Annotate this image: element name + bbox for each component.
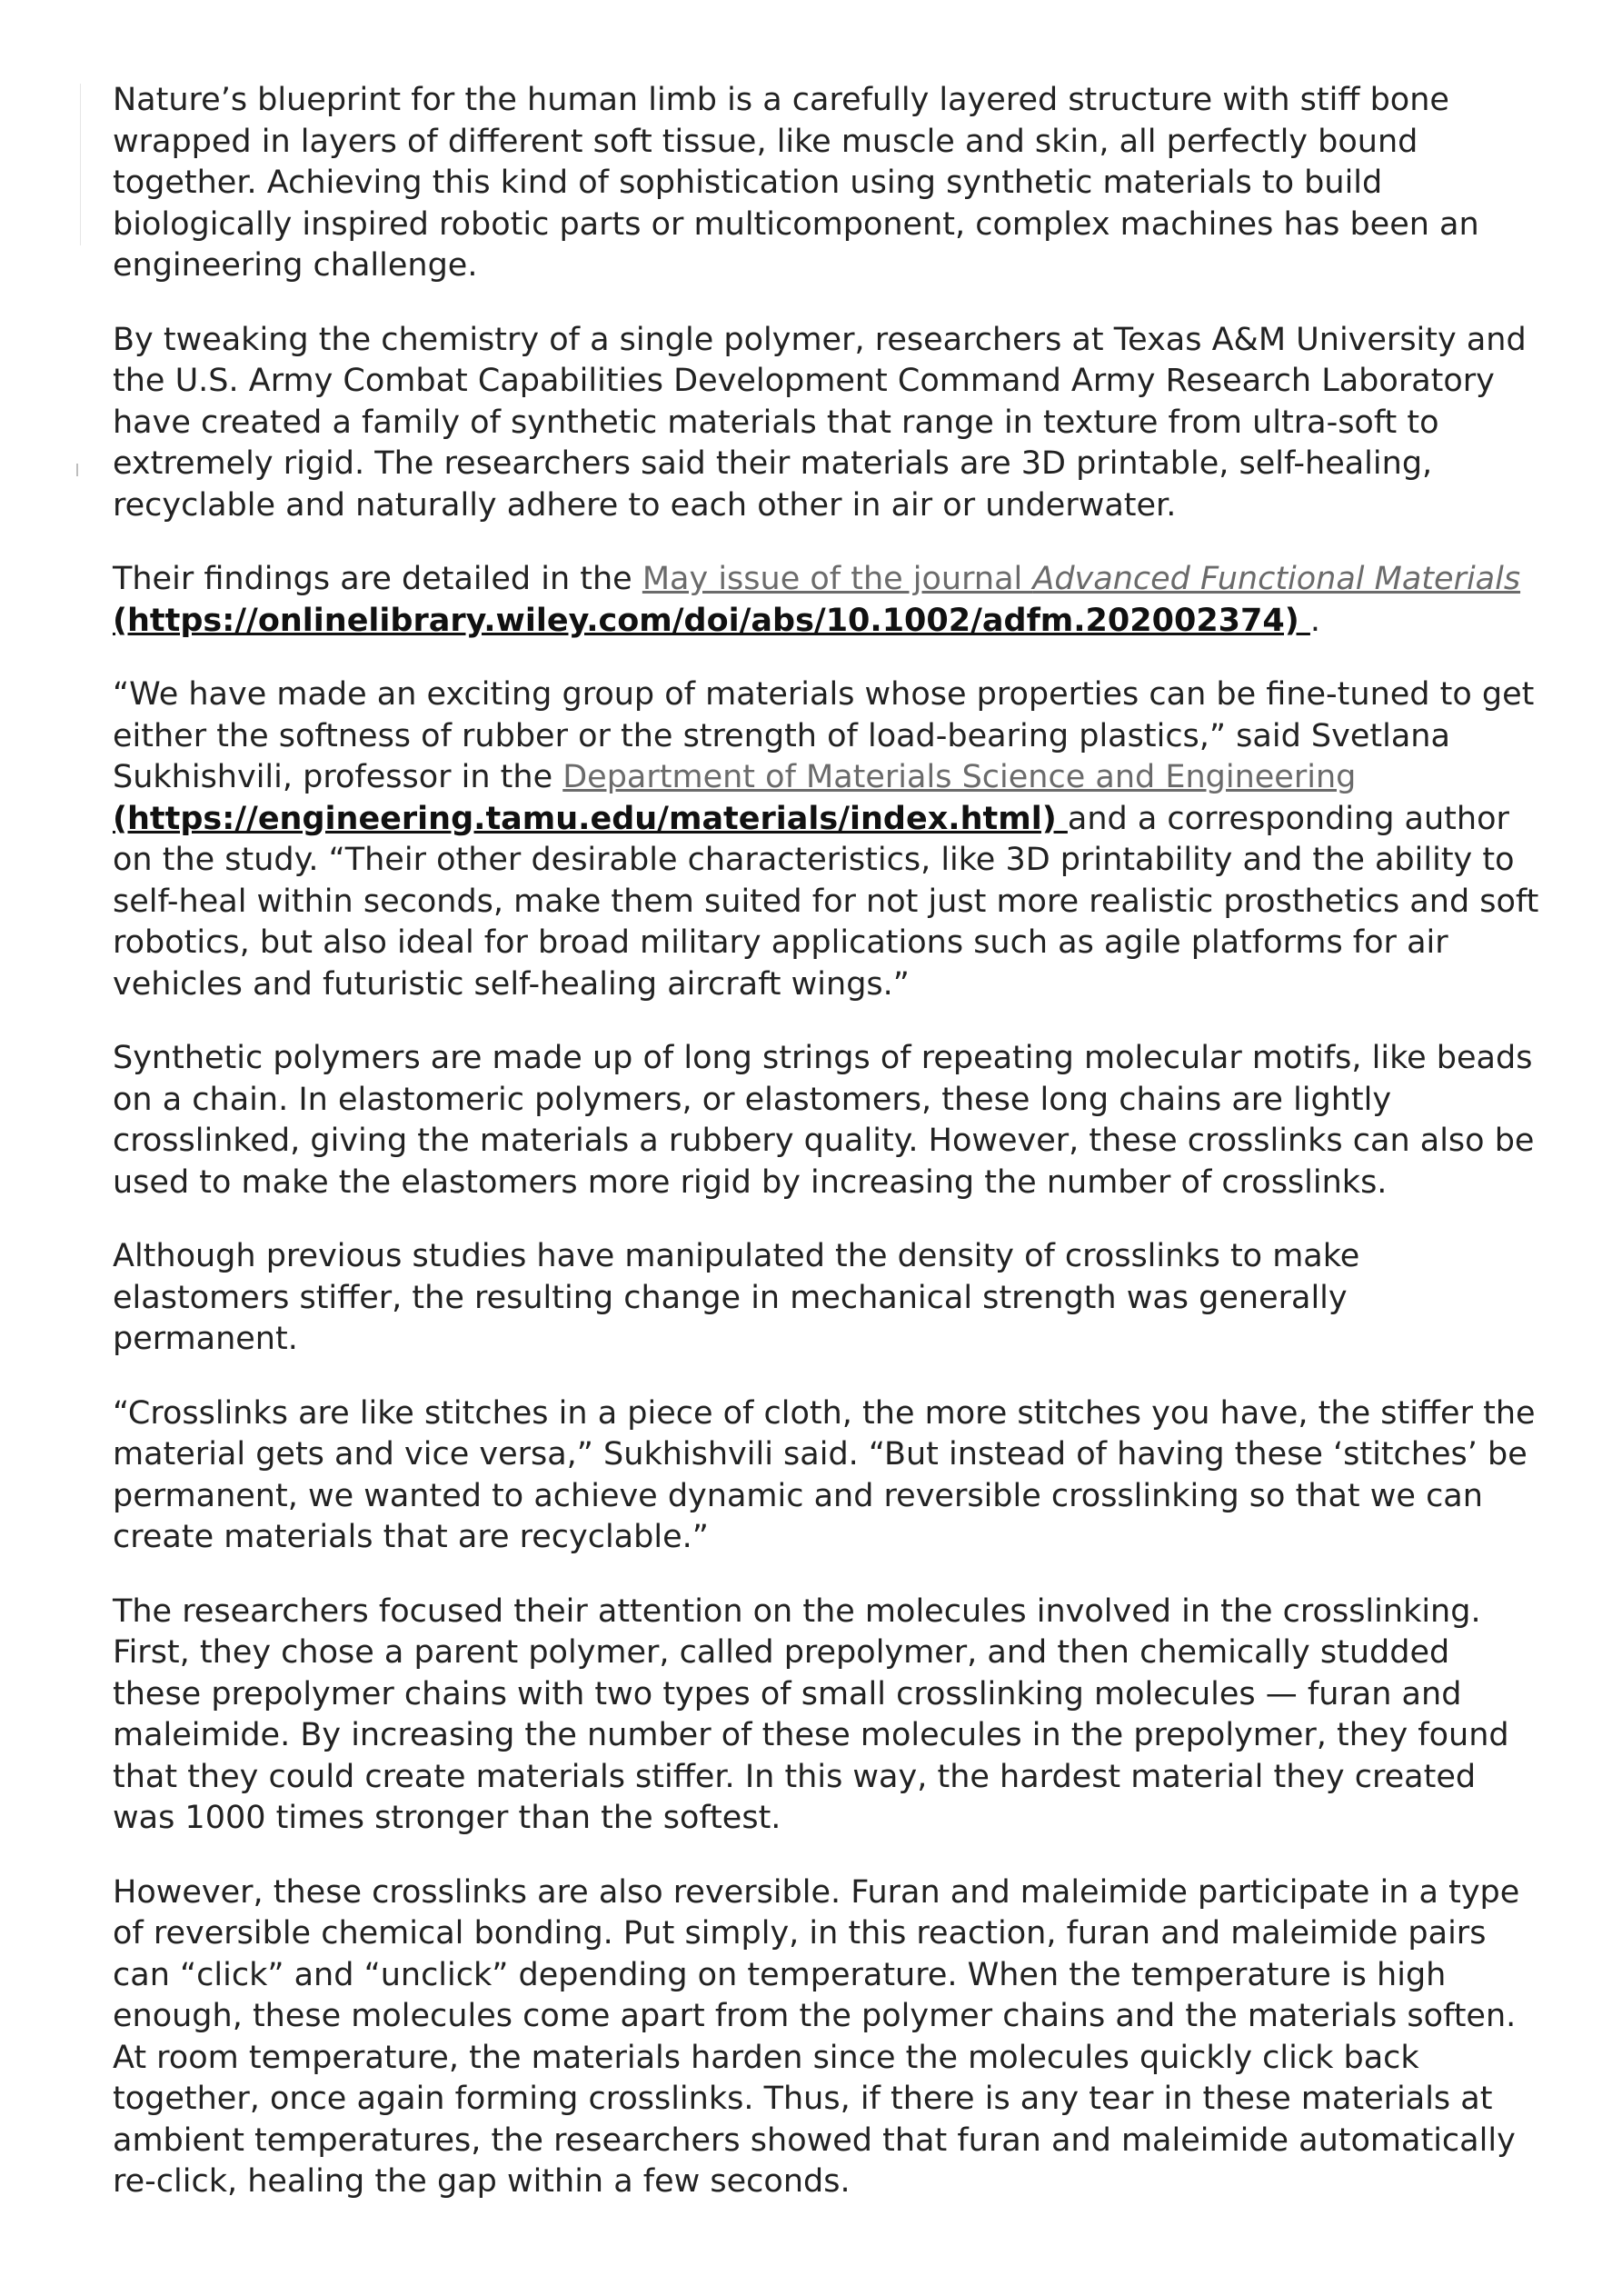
paragraph-findings	[113, 559, 1539, 642]
findings-text: Their findings are detailed in the	[113, 561, 642, 597]
paragraph-reversible: However, these crosslinks are also reversible. Furan and maleimide participate in a type of reversible chemical bonding. Put simply, in this reaction, furan and maleimide pairs can “click” and “unclick” depending on temperature. When the temperature is high enough, these molecules come apart from the polymer chains and the materials soften. At room temperature, the materials harden since the molecules quickly click back together, once again forming crosslinks. Thus, if there is any tear in these materials at ambient temperatures, the researchers showed that furan and maleimide automatically re-click, healing the gap within a few seconds.	[113, 1873, 1520, 2200]
paragraph-intro: Nature’s blueprint for the human limb is a carefully layered structure with stiff bone wrapped in layers of different soft tissue, like muscle and skin, all perfectly bound together. Achieving this kind of sophistication using synthetic materials to build biologically inspired robotic parts or multicomponent, complex machines has been an engineering challenge.	[113, 82, 1479, 284]
paragraph-crosslinks-quote: “Crosslinks are like stitches in a piece of cloth, the more stitches you have, the stiffer the material gets and vice versa,” Sukhishvili said. “But instead of having these ‘stitches’ be permanent, we wanted to achieve dynamic and reversible crosslinking so that we can create materials that are recyclable.”	[113, 1394, 1536, 1555]
article-body	[113, 80, 1539, 2236]
paragraph-previous-studies: Although previous studies have manipulated the density of crosslinks to make elastomers stiffer, the resulting change in mechanical strength was generally permanent.	[113, 1238, 1360, 1357]
margin-rule	[80, 84, 81, 245]
paragraph-molecules: The researchers focused their attention on the molecules involved in the crosslinking. First, they chose a parent polymer, called prepolymer, and then chemically studded these prepolymer chains with two types of small crosslinking molecules — furan and maleimide. By increasing the number of these molecules in the prepolymer, they found that they could create materials stiffer. In this way, the hardest material they created was 1000 times stronger than the softest.	[113, 1592, 1509, 1836]
paragraph-polymers: Synthetic polymers are made up of long strings of repeating molecular motifs, like beads on a chain. In elastomeric polymers, or elastomers, these long chains are lightly crosslinked, giving the materials a rubbery quality. However, these crosslinks can also be used to make the elastomers more rigid by increasing the number of crosslinks.	[113, 1040, 1535, 1201]
journal-url-link[interactable]: (https://onlinelibrary.wiley.com/doi/abs/10.1002/adfm.202002374)	[113, 602, 1310, 639]
findings-period: .	[1309, 602, 1321, 639]
journal-name: Advanced Functional Materials	[1032, 561, 1521, 597]
department-link[interactable]: Department of Materials Science and Engineering	[562, 759, 1357, 795]
department-url-link[interactable]: (https://engineering.tamu.edu/materials/index.html)	[113, 800, 1068, 837]
paragraph-quote-sukhishvili	[113, 674, 1539, 1005]
margin-mark	[76, 464, 78, 476]
quote-text-continued: and a corresponding author on the study. “Their other desirable characteristics, like 3D printability and the ability to self-heal within seconds, make them suited for not just more realistic prosthetics and soft robotics, but also ideal for broad military applications such as agile platforms for air vehicles and futuristic self-healing aircraft wings.”	[113, 800, 1539, 1003]
journal-link-text: May issue of the journal	[642, 561, 1033, 597]
journal-link[interactable]	[642, 561, 1520, 597]
quote-text: “We have made an exciting group of materials whose properties can be fine-tuned to get either the softness of rubber or the strength of load-bearing plastics,” said Svetlana Sukhishvili, professor in the	[113, 676, 1535, 795]
paragraph-researchers: By tweaking the chemistry of a single polymer, researchers at Texas A&M University and the U.S. Army Combat Capabilities Development Command Army Research Laboratory have created a family of synthetic materials that range in texture from ultra-soft to extremely rigid. The researchers said their materials are 3D printable, self-healing, recyclable and naturally adhere to each other in air or underwater.	[113, 321, 1527, 524]
